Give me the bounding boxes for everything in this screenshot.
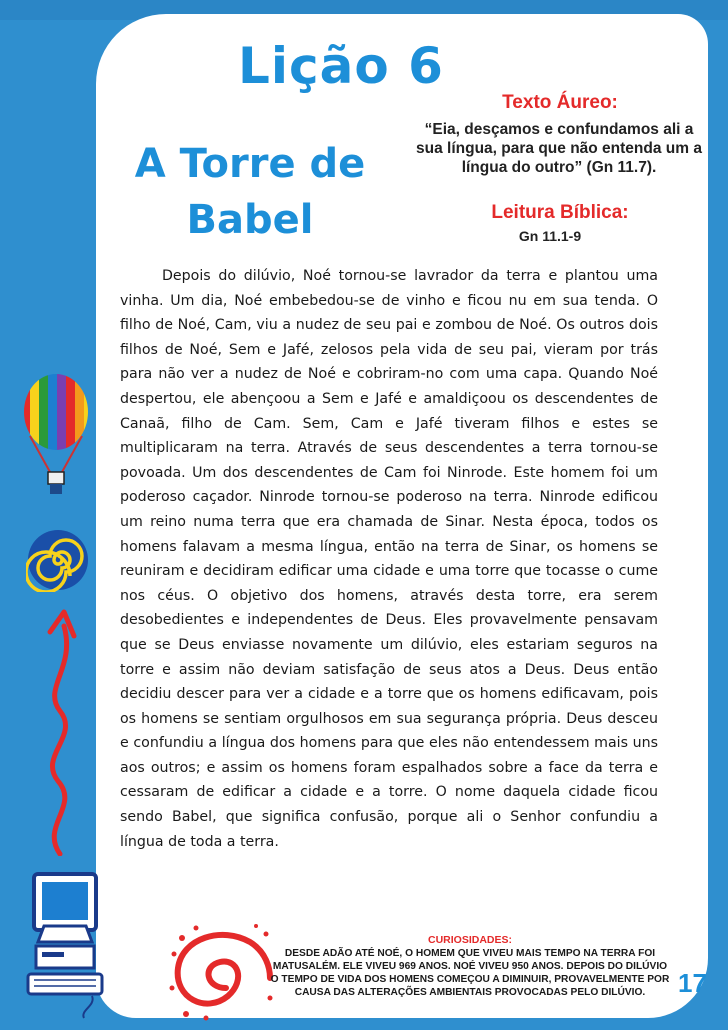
- lesson-title: Lição 6: [238, 37, 444, 95]
- curiosities-box: [270, 934, 670, 999]
- hot-air-balloon-icon: [20, 372, 92, 496]
- lesson-body-text: Depois do dilúvio, Noé tornou-se lavrador da terra e plantou uma vinha. Um dia, Noé embebedou-se de vinho e ficou nu em sua tenda. O filho de Noé, Cam, viu a nudez de seu pai e zombou de Noé. Os outros dois filhos de Noé, Sem e Jafé, zelosos pela vida de seu pai, vieram por trás para não ver a nudez de Noé e cobriram-no com uma capa. Quando Noé despertou, ele abençoou a Sem e Jafé e amaldiçoou os descendentes de Canaã, filho de Cam. Sem, Cam e Jafé tiveram filhos e estes se multiplicaram na terra. Através de seus descendentes a terra tornou-se povoada. Um dos descendentes de Cam foi Ninrode. Este homem foi um poderoso caçador. Ninrode tornou-se poderoso na terra. Ninrode edificou um reino numa terra que era chamada de Sinar. Nesta época, todos os homens falavam a mesma língua, então na terra de Sinar, os homens se reuniram e decidiram edificar uma cidade e uma torre que tocasse o cume nos céus. O objetivo dos homens, através desta torre, era serem desobedientes e independentes de Deus. Eles provavelmente pensavam que se Deus enviasse novamente um dilúvio, eles estariam seguros na torre e assim não deviam satisfação de seus atos a Deus. Deus então decidiu descer para ver a cidade e a torre que os homens edificavam, pois os homens se sentiam orgulhosos em sua segurança própria. Deus desceu e confundiu a língua dos homens para que eles não entendessem mais uns aos outros; e assim os homens foram espalhados sobre a face da terra e cessaram de edificar a cidade e a torre. O nome daquela cidade ficou sendo Babel, que significa confusão, porque ali o Senhor confundiu a língua de toda a terra.: [120, 268, 658, 850]
- red-swirl-icon: [166, 918, 276, 1026]
- computer-icon: [22, 870, 106, 1020]
- golden-text-heading: Texto Áureo:: [502, 92, 618, 113]
- spiral-icon: [26, 528, 90, 592]
- bible-reading-reference: Gn 11.1-9: [518, 228, 582, 244]
- bible-reading-heading: Leitura Bíblica:: [491, 202, 629, 223]
- lesson-subtitle: A Torre de Babel: [134, 141, 366, 243]
- page-number: 17: [678, 968, 707, 998]
- curiosities-heading: CURIOSIDADES:: [427, 934, 512, 946]
- golden-text-verse: “Eia, desçamos e confundamos ali a sua língua, para que não entenda um a língua do outro” (Gn 11.7).: [416, 121, 702, 176]
- squiggle-arrow-icon: [30, 606, 90, 856]
- curiosities-text: DESDE ADÃO ATÉ NOÉ, O HOMEM QUE VIVEU MAIS TEMPO NA TERRA FOI MATUSALÉM. ELE VIVEU 969 ANOS. NOÉ VIVEU 950 ANOS. DEPOIS DO DILÚVIO O TEMPO DE VIDA DOS HOMENS COMEÇOU A DIMINUIR, PROVAVELMENTE POR CAUSA DAS ALTERAÇÕES AMBIENTAIS PROVOCADAS PELO DILÚVIO.: [270, 948, 670, 998]
